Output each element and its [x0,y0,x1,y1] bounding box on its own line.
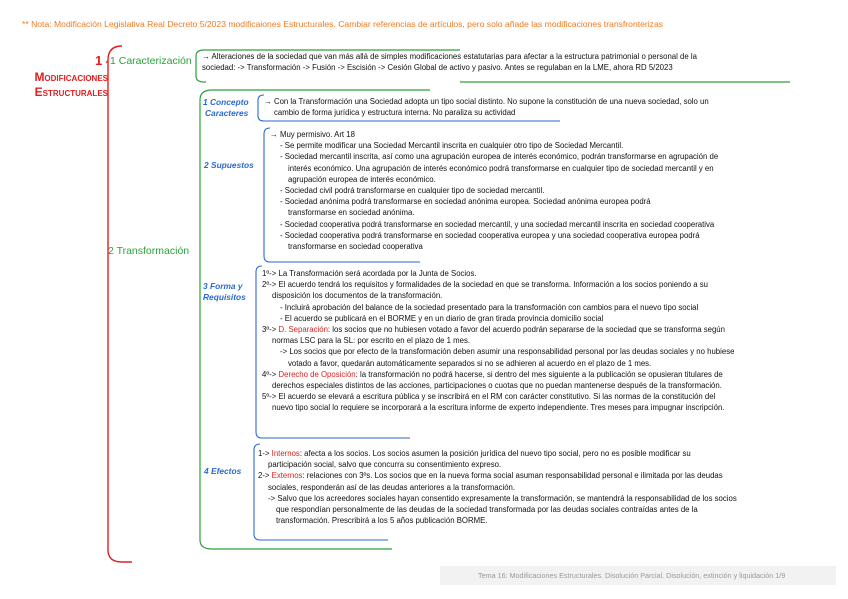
text-line: - Sociedad anónima podrá transformarse en sociedad anónima europea. Sociedad anónima europea podrá [280,197,651,207]
text-span: 1-> [258,449,272,458]
oposicion-highlight: Derecho de Oposición [278,369,356,379]
text-line: normas LSC para la SL: por escrito en el plazo de 1 mes. [272,336,471,346]
text-line: → Con la Transformación una Sociedad adopta un tipo social distinto. No supone la constitución de una nueva sociedad, solo un [264,97,709,106]
separacion-highlight: D. Separación [278,325,328,335]
label-line: 1 Concepto [203,97,249,107]
text-line: derechos especiales distintos de las acciones, participaciones o cuotas que no puedan mantenerse después de la transformación. [272,381,722,391]
text-span: 3º-> [262,325,279,335]
subsection-efectos-label: 4 Efectos [204,466,242,476]
internos-highlight: Internos [271,449,300,458]
text-line: interés económico. Una agrupación de interés económico podrá transformarse en cualquier tipo de sociedad mercantil y en [288,163,714,173]
externos-highlight: Externos [271,471,303,481]
section-caracterizacion-label: 1 Caracterización [110,55,192,67]
text-span: : la transformación no podrá hacerse, si dentro del mes siguiente a la publicación se opusieran titulares de [355,369,723,379]
text-line: -> Salvo que los acreedores sociales hayan consentido expresamente la transformación, se mantendrá la responsabilidad de los socios [268,493,737,503]
text-line: - Se permite modificar una Sociedad Mercantil inscrita en cualquier otro tipo de Sociedad Mercantil. [280,141,624,151]
text-line: - El acuerdo se publicará en el BORME y en un diario de gran tirada provincia domicilio social [280,313,604,323]
text-line: agrupación europea de interés económico. [288,174,436,184]
text-line [262,324,734,335]
efectos-text [258,448,737,526]
text-line: 5º-> El acuerdo se elevará a escritura pública y se inscribirá en el RM con carácter constitutivo. Si las normas de la constitución del [262,392,716,402]
text-span: 2-> [258,471,272,481]
main-title-line2: Estructurales [34,85,108,99]
label-line: Caracteres [205,108,249,118]
main-number: 1 [95,53,103,68]
modification-note: ** Nota: Modificación Legislativa Real Decreto 5/2023 modificaiones Estructurales. Cambiar referencias de artículos, pero solo añade las modificaciones transfronterizas [22,19,664,29]
text-line [262,369,734,380]
text-line: participación social, salvo que concurra su consentimiento expreso. [268,460,502,470]
text-line [258,448,737,459]
text-line: 2º-> El acuerdo tendrá los requisitos y formalidades de la sociedad en que se transforma. Información a los socios poniendo a su [262,280,709,290]
text-line: 1º-> La Transformación será acordada por la Junta de Socios. [262,269,477,278]
subsection-concepto-label [203,97,249,119]
supuestos-text [270,129,718,252]
subsection-forma-label [203,281,246,303]
label-line: 3 Forma y [203,281,243,291]
text-line: - Sociedad cooperativa podrá transformarse en sociedad cooperativa europea y una sociedad cooperativa europea podrá [280,230,700,240]
text-line: transformación. Prescribirá a los 5 años publicación BORME. [276,516,488,526]
label-line: Requisitos [203,292,246,302]
text-line: - Incluirá aprobación del balance de la sociedad presentado para la transformación con cambios para el nuevo tipo social [280,302,699,312]
forma-text [262,268,734,414]
section-transformacion-label: 2 Transformación [108,245,190,257]
text-line: sociales, responderán así de las deudas anteriores a la transformación. [268,482,516,492]
text-span: : afecta a los socios. Los socios asumen la posición jurídica del nuevo tipo social, pero no es posible modificar su [299,449,691,458]
caracterizacion-text [202,51,697,73]
text-line: → Alteraciones de la sociedad que van más allá de simples modificaciones estatutarias para afectar a la estructura patrimonial o personal de la [202,52,697,61]
text-line: - Sociedad civil podrá transformarse en cualquier tipo de sociedad mercantil. [280,186,545,196]
text-span: : relaciones con 3ºs. Los socios que en la nueva forma social asuman responsabilidad personal e ilimitada por las deudas [302,471,723,481]
text-span: : los socios que no hubiesen votado a favor del acuerdo podrán separarse de la sociedad que se transforma según [327,325,725,335]
text-line: sociedad: -> Transformación -> Fusión -> Escisión -> Cesión Global de activo y pasivo. Antes se regulaban en la LME, ahora RD 5/2023 [202,63,673,73]
text-span: 4º-> [262,369,279,379]
text-line: - Sociedad cooperativa podrá transformarse en sociedad mercantil, y una sociedad mercantil inscrita en sociedad cooperativa [280,219,715,229]
text-line: transformarse en sociedad cooperativa [288,242,423,252]
text-line [258,470,737,481]
text-line: disposición los documentos de la transformación. [272,291,443,301]
text-line: nuevo tipo social lo requiere se incorporará a la escritura informe de experto independiente. Tres meses para impugnar inscripción. [272,403,725,413]
page-footer: Tema 16: Modificaciones Estructurales. Disolución Parcial. Disolución, extinción y liquidación 1/9 [478,571,786,580]
text-line: - Sociedad mercantil inscrita, así como una agrupación europea de interés económico, podrán transformarse en agrupación de [280,152,719,162]
main-title [16,70,108,100]
text-line: cambio de forma jurídica y estructura interna. No paraliza su actividad [274,108,516,118]
text-line: transformarse en sociedad anónima. [288,208,415,218]
subsection-supuestos-label: 2 Supuestos [204,160,254,170]
text-line: que respondían personalmente de las deudas de la sociedad transformada por las deudas sociales contraídas antes de la [276,505,698,515]
text-line: -> Los socios que por efecto de la transformación deben asumir una responsabilidad personal por las deudas sociales y no hubiese [280,347,735,357]
text-line: → Muy permisivo. Art 18 [270,130,355,139]
text-line: votado a favor, quedarán automáticamente separados si no se adhieren al acuerdo en el plazo de 1 mes. [288,358,652,368]
concepto-text [264,96,709,118]
main-title-line1: Modificaciones [34,70,108,84]
